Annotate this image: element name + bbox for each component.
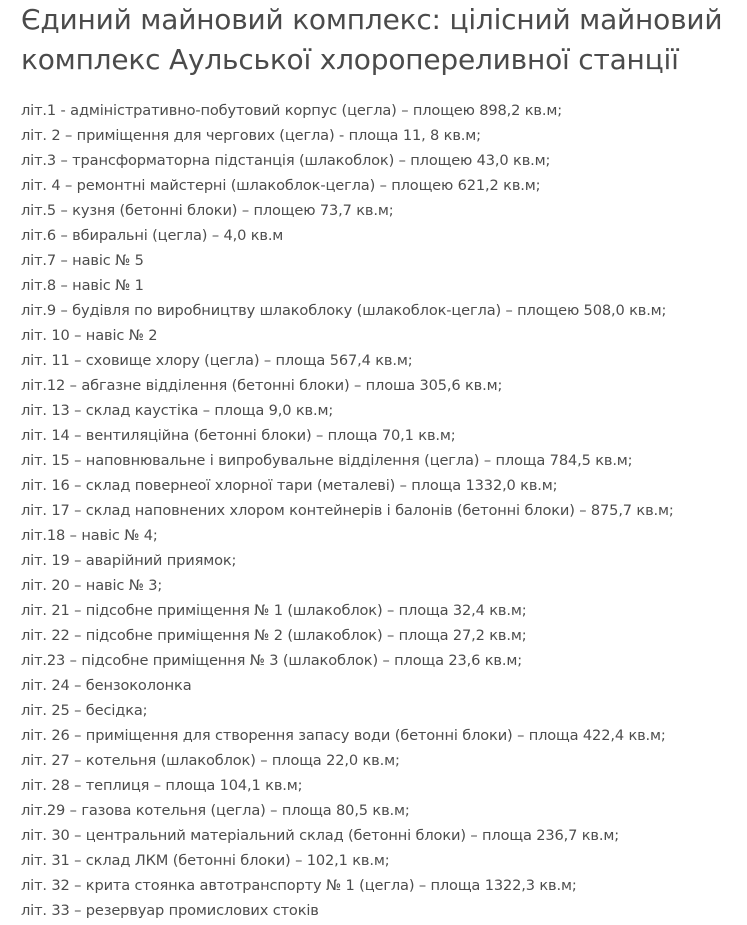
lit-list <box>21 98 741 923</box>
list-item: літ.18 – навіс № 4; <box>21 527 158 544</box>
list-item: літ.3 – трансформаторна підстанція (шлакоблок) – площею 43,0 кв.м; <box>21 152 551 169</box>
list-item: літ. 31 – склад ЛКМ (бетонні блоки) – 102,1 кв.м; <box>21 852 390 869</box>
list-item: літ. 20 – навіс № 3; <box>21 577 163 594</box>
list-item: літ. 27 – котельня (шлакоблок) – площа 22,0 кв.м; <box>21 752 400 769</box>
list-item: літ. 15 – наповнювальне і випробувальне відділення (цегла) – площа 784,5 кв.м; <box>21 452 633 469</box>
list-item: літ.5 – кузня (бетонні блоки) – площею 73,7 кв.м; <box>21 202 394 219</box>
list-item: літ. 21 – підсобне приміщення № 1 (шлакоблок) – площа 32,4 кв.м; <box>21 602 527 619</box>
list-item: літ.8 – навіс № 1 <box>21 277 144 294</box>
list-item: літ. 11 – сховище хлору (цегла) – площа 567,4 кв.м; <box>21 352 413 369</box>
list-item: літ. 33 – резервуар промислових стоків <box>21 902 319 919</box>
list-item: літ. 19 – аварійний приямок; <box>21 552 237 569</box>
list-item: літ.9 – будівля по виробництву шлакоблоку (шлакоблок-цегла) – площею 508,0 кв.м; <box>21 302 667 319</box>
list-item: літ.1 - адміністративно-побутовий корпус (цегла) – площею 898,2 кв.м; <box>21 102 562 119</box>
list-item: літ. 17 – склад наповнених хлором контейнерів і балонів (бетонні блоки) – 875,7 кв.м; <box>21 502 674 519</box>
list-item: літ. 26 – приміщення для створення запасу води (бетонні блоки) – площа 422,4 кв.м; <box>21 727 666 744</box>
list-item: літ. 22 – підсобне приміщення № 2 (шлакоблок) – площа 27,2 кв.м; <box>21 627 527 644</box>
list-item: літ. 25 – бесідка; <box>21 702 148 719</box>
list-item: літ. 10 – навіс № 2 <box>21 327 158 344</box>
list-item: літ. 13 – склад каустіка – площа 9,0 кв.м; <box>21 402 334 419</box>
list-item: літ. 16 – склад повернеої хлорної тари (металеві) – площа 1332,0 кв.м; <box>21 477 558 494</box>
list-item: літ.12 – абгазне відділення (бетонні блоки) – плоша 305,6 кв.м; <box>21 377 503 394</box>
list-item: літ.23 – підсобне приміщення № 3 (шлакоблок) – площа 23,6 кв.м; <box>21 652 522 669</box>
list-item: літ. 28 – теплиця – площа 104,1 кв.м; <box>21 777 303 794</box>
page-title <box>21 0 741 80</box>
list-item: літ.6 – вбиральні (цегла) – 4,0 кв.м <box>21 227 284 244</box>
list-item: літ. 32 – крита стоянка автотранспорту № 1 (цегла) – площа 1322,3 кв.м; <box>21 877 577 894</box>
list-item: літ. 30 – центральний матеріальний склад (бетонні блоки) – площа 236,7 кв.м; <box>21 827 619 844</box>
list-item: літ.29 – газова котельня (цегла) – площа 80,5 кв.м; <box>21 802 410 819</box>
page-title-line-2: комплекс Аульської хлоропереливної станції <box>21 43 679 76</box>
list-item: літ. 2 – приміщення для чергових (цегла) - площа 11, 8 кв.м; <box>21 127 481 144</box>
list-item: літ. 4 – ремонтні майстерні (шлакоблок-цегла) – площею 621,2 кв.м; <box>21 177 541 194</box>
list-item: літ.7 – навіс № 5 <box>21 252 144 269</box>
list-item: літ. 24 – бензоколонка <box>21 677 192 694</box>
page-title-line-1: Єдиний майновий комплекс: цілісний майновий <box>21 3 723 36</box>
list-item: літ. 14 – вентиляційна (бетонні блоки) – площа 70,1 кв.м; <box>21 427 456 444</box>
